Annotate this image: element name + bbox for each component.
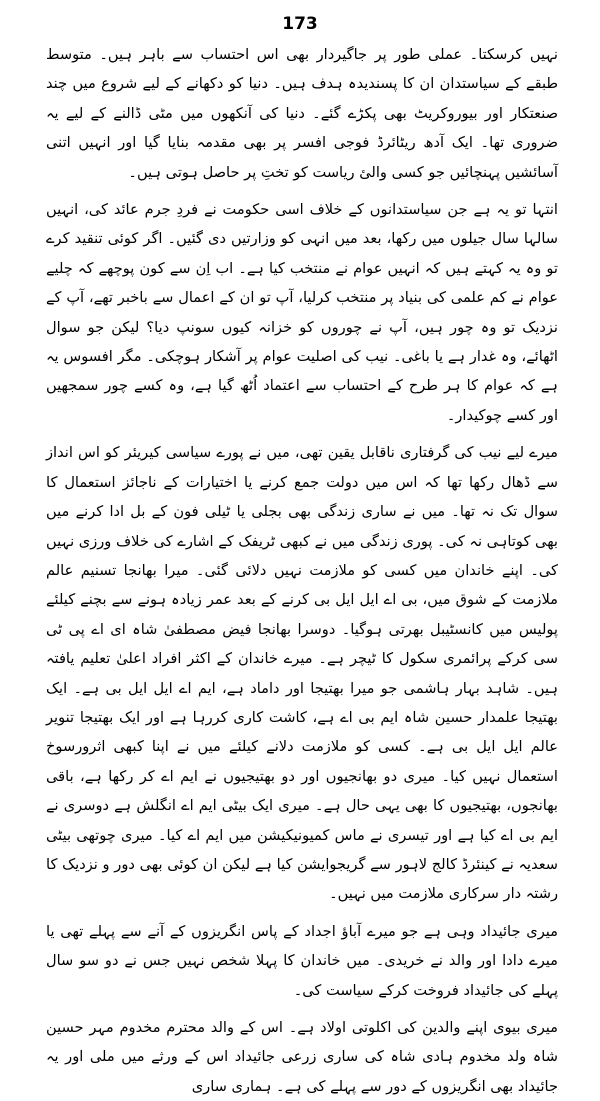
page-body [46,40,558,1101]
paragraph-2: انتہا تو یہ ہے جن سیاستدانوں کے خلاف اسی حکومت نے فردِ جرم عائد کی، انہیں سالہا سال جیلوں میں رکھا، بعد میں انہی کو وزارتیں دی گئیں۔ اگر کوئی تنقید کرے تو وہ یہ کہتے ہیں کہ انہیں عوام نے منتخب کیا ہے۔ اب اِن سے کون پوچھے کہ چلیے عوام نے کم علمی کی بنیاد پر منتخب کرلیا، آپ تو ان کے اعمال سے باخبر تھے، آپ کے نزدیک تو وہ چور ہیں، آپ نے چوروں کو خزانہ کیوں سونپ دیا؟ لیکن جو سوال اٹھائے، وہ غدار ہے یا باغی۔ نیب کی اصلیت عوام پر آشکار ہوچکی۔ مگر افسوس یہ ہے کہ عوام کا ہر طرح کے احتساب سے اعتماد اُٹھ گیا ہے، وہ کسے چور سمجھیں اور کسے چوکیدار۔ [46,201,558,424]
paragraph-5: میری بیوی اپنے والدین کی اکلوتی اولاد ہے۔ اس کے والد محترم مخدوم مہر حسین شاہ ولد مخدوم ہادی شاہ کی ساری زرعی جائیداد اس کے ورثے میں ملی اور یہ جائیداد بھی انگریزوں کے دور سے پہلے کی ہے۔ ہماری ساری [46,1019,558,1095]
paragraph-3: میرے لیے نیب کی گرفتاری ناقابل یقین تھی، میں نے پورے سیاسی کیریئر کو اس انداز سے ڈھال رکھا تھا کہ اس میں دولت جمع کرنے یا اختیارات کے ناجائز استعمال کا سوال تک نہ تھا۔ میں نے ساری زندگی بھی بجلی یا ٹیلی فون کے بل ادا کرنے میں بھی کوتاہی نہ کی۔ پوری زندگی میں نے کبھی ٹریفک کے اشارے کی خلاف ورزی نہیں کی۔ اپنے خاندان میں کسی کو ملازمت نہیں دلائی گئی۔ میرا بھانجا تسنیم عالم ملازمت کے شوق میں، بی اے ایل ایل بی کرنے کے بعد عمر زیادہ ہونے سے بچنے کیلئے پولیس میں کانسٹیبل بھرتی ہوگیا۔ دوسرا بھانجا فیض مصطفیٰ شاہ ای اے پی ٹی سی کرکے پرائمری سکول کا ٹیچر ہے۔ میرے خاندان کے اکثر افراد اعلیٰ تعلیم یافتہ ہیں۔ شاہد بہار ہاشمی جو میرا بھتیجا اور داماد ہے، ایم اے ایل ایل بی ہے۔ ایک بھتیجا علمدار حسین شاہ ایم بی اے ہے، کاشت کاری کررہا ہے اور ایک بھتیجا تنویر عالم ایل ایل بی ہے۔ کسی کو ملازمت دلانے کیلئے میں نے اپنا کبھی اثرورسوخ استعمال نہیں کیا۔ میری دو بھانجیوں اور دو بھتیجیوں نے ایم اے کر رکھا ہے، باقی بھانجوں، بھتیجیوں کا بھی یہی حال ہے۔ میری ایک بیٹی ایم اے انگلش ہے دوسری نے ایم بی اے کیا ہے اور تیسری نے ماس کمیونیکیشن میں ایم اے کیا۔ میری چوتھی بیٹی سعدیہ نے کینئرڈ کالج لاہور سے گریجوایشن کیا ہے لیکن ان کوئی بھی دور و نزدیک کا رشتہ دار سرکاری ملازمت میں نہیں۔ [46,444,558,903]
paragraph-1: نہیں کرسکتا۔ عملی طور پر جاگیردار بھی اس احتساب سے باہر ہیں۔ متوسط طبقے کے سیاستدان ان کا پسندیدہ ہدف ہیں۔ دنیا کو دکھانے کے لیے شروع میں چند صنعتکار اور بیوروکریٹ بھی پکڑے گئے۔ دنیا کی آنکھوں میں مٹی ڈالنے کے لیے یہ ضروری تھا۔ ایک آدھ ریٹائرڈ فوجی افسر پر بھی مقدمہ بنایا گیا اور انہیں اتنی آسائشیں پہنچائیں جو کسی والیٔ ریاست کو تختِ پر حاصل ہوتی ہیں۔ [46,46,558,181]
paragraph-4: میری جائیداد وہی ہے جو میرے آباؤ اجداد کے پاس انگریزوں کے آنے سے پہلے تھی یا میرے دادا اور والد نے خریدی۔ میں خاندان کا پہلا شخص نہیں جس نے دو سو سال پہلے کی جائیداد فروخت کرکے سیاست کی۔ [46,922,558,999]
page-number: 173 [282,14,318,34]
